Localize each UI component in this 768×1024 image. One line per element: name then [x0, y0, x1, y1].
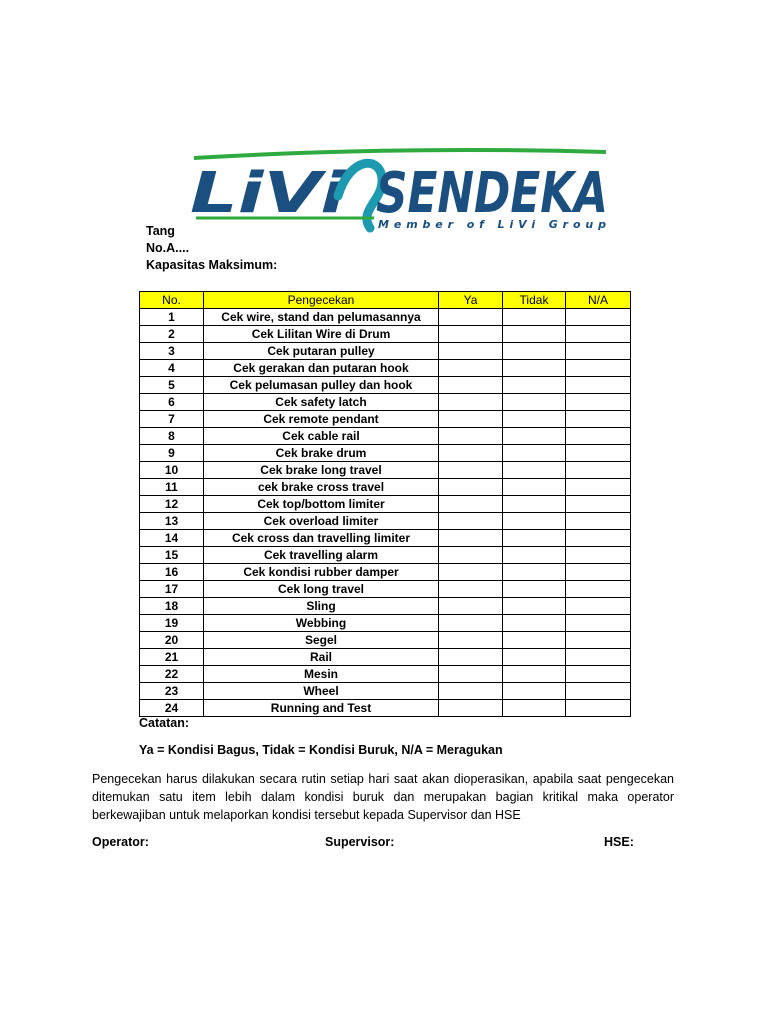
cell-no: 14: [140, 530, 204, 547]
hse-signature-label: HSE:: [604, 835, 634, 849]
legend-text: Ya = Kondisi Bagus, Tidak = Kondisi Buruk, N/A = Meragukan: [139, 743, 503, 757]
cell-ya[interactable]: [439, 360, 503, 377]
cell-item: Running and Test: [204, 700, 439, 717]
cell-na[interactable]: [566, 564, 631, 581]
cell-item: Cek brake long travel: [204, 462, 439, 479]
no-alat-label: No.A....: [146, 241, 190, 255]
cell-tidak[interactable]: [503, 360, 566, 377]
cell-no: 20: [140, 632, 204, 649]
cell-tidak[interactable]: [503, 428, 566, 445]
cell-tidak[interactable]: [503, 496, 566, 513]
cell-tidak[interactable]: [503, 683, 566, 700]
header-fields: [146, 223, 277, 274]
cell-ya[interactable]: [439, 615, 503, 632]
cell-na[interactable]: [566, 360, 631, 377]
cell-na[interactable]: [566, 513, 631, 530]
cell-ya[interactable]: [439, 411, 503, 428]
cell-na[interactable]: [566, 394, 631, 411]
cell-no: 17: [140, 581, 204, 598]
cell-ya[interactable]: [439, 343, 503, 360]
cell-na[interactable]: [566, 666, 631, 683]
cell-tidak[interactable]: [503, 666, 566, 683]
cell-ya[interactable]: [439, 428, 503, 445]
cell-ya[interactable]: [439, 309, 503, 326]
cell-no: 10: [140, 462, 204, 479]
cell-tidak[interactable]: [503, 700, 566, 717]
cell-tidak[interactable]: [503, 462, 566, 479]
cell-tidak[interactable]: [503, 377, 566, 394]
cell-na[interactable]: [566, 649, 631, 666]
cell-tidak[interactable]: [503, 649, 566, 666]
cell-no: 23: [140, 683, 204, 700]
table-row: [140, 513, 631, 530]
table-row: [140, 530, 631, 547]
table-row: [140, 377, 631, 394]
cell-na[interactable]: [566, 445, 631, 462]
cell-item: Webbing: [204, 615, 439, 632]
cell-item: Cek kondisi rubber damper: [204, 564, 439, 581]
cell-na[interactable]: [566, 530, 631, 547]
table-row: [140, 615, 631, 632]
table-row: [140, 394, 631, 411]
cell-ya[interactable]: [439, 326, 503, 343]
logo-swoosh: [194, 150, 606, 158]
cell-tidak[interactable]: [503, 513, 566, 530]
cell-no: 11: [140, 479, 204, 496]
cell-na[interactable]: [566, 309, 631, 326]
cell-no: 2: [140, 326, 204, 343]
cell-tidak[interactable]: [503, 530, 566, 547]
table-row: [140, 632, 631, 649]
cell-item: Cek Lilitan Wire di Drum: [204, 326, 439, 343]
cell-item: cek brake cross travel: [204, 479, 439, 496]
table-row: [140, 445, 631, 462]
cell-ya[interactable]: [439, 445, 503, 462]
cell-na[interactable]: [566, 479, 631, 496]
cell-tidak[interactable]: [503, 547, 566, 564]
table-row: [140, 360, 631, 377]
cell-na[interactable]: [566, 411, 631, 428]
cell-na[interactable]: [566, 700, 631, 717]
cell-item: Cek cross dan travelling limiter: [204, 530, 439, 547]
cell-item: Cek wire, stand dan pelumasannya: [204, 309, 439, 326]
cell-tidak[interactable]: [503, 411, 566, 428]
cell-ya[interactable]: [439, 700, 503, 717]
table-row: [140, 326, 631, 343]
cell-no: 21: [140, 649, 204, 666]
cell-na[interactable]: [566, 343, 631, 360]
cell-tidak[interactable]: [503, 598, 566, 615]
table-row: [140, 496, 631, 513]
livi-sendeka-logo: [188, 148, 612, 234]
table-row: [140, 564, 631, 581]
cell-na[interactable]: [566, 496, 631, 513]
cell-item: Cek overload limiter: [204, 513, 439, 530]
cell-ya[interactable]: [439, 649, 503, 666]
cell-item: Cek remote pendant: [204, 411, 439, 428]
cell-na[interactable]: [566, 377, 631, 394]
table-header-row: [140, 292, 631, 309]
supervisor-signature-label: Supervisor:: [325, 835, 395, 849]
cell-item: Cek top/bottom limiter: [204, 496, 439, 513]
col-tidak: Tidak: [503, 292, 566, 309]
cell-tidak[interactable]: [503, 479, 566, 496]
cell-item: Rail: [204, 649, 439, 666]
cell-no: 22: [140, 666, 204, 683]
cell-no: 1: [140, 309, 204, 326]
cell-no: 4: [140, 360, 204, 377]
col-pengecekan: Pengecekan: [204, 292, 439, 309]
cell-item: Wheel: [204, 683, 439, 700]
logo-brand-right: SENDEKA: [376, 161, 608, 226]
cell-ya[interactable]: [439, 394, 503, 411]
cell-na[interactable]: [566, 462, 631, 479]
table-row: [140, 411, 631, 428]
cell-ya[interactable]: [439, 513, 503, 530]
cell-item: Cek brake drum: [204, 445, 439, 462]
cell-no: 13: [140, 513, 204, 530]
table-row: [140, 700, 631, 717]
cell-item: Cek gerakan dan putaran hook: [204, 360, 439, 377]
cell-no: 9: [140, 445, 204, 462]
table-row: [140, 309, 631, 326]
cell-no: 19: [140, 615, 204, 632]
cell-tidak[interactable]: [503, 615, 566, 632]
cell-ya[interactable]: [439, 564, 503, 581]
cell-no: 15: [140, 547, 204, 564]
cell-item: Cek pelumasan pulley dan hook: [204, 377, 439, 394]
cell-ya[interactable]: [439, 598, 503, 615]
cell-tidak[interactable]: [503, 326, 566, 343]
cell-item: Cek putaran pulley: [204, 343, 439, 360]
cell-item: Sling: [204, 598, 439, 615]
cell-no: 6: [140, 394, 204, 411]
cell-tidak[interactable]: [503, 309, 566, 326]
cell-no: 24: [140, 700, 204, 717]
cell-ya[interactable]: [439, 581, 503, 598]
cell-na[interactable]: [566, 547, 631, 564]
cell-no: 16: [140, 564, 204, 581]
catatan-label: Catatan:: [139, 716, 190, 730]
cell-na[interactable]: [566, 428, 631, 445]
logo-tagline: Member of LiVi Group: [378, 218, 606, 231]
col-no: No.: [140, 292, 204, 309]
cell-item: Cek travelling alarm: [204, 547, 439, 564]
cell-tidak[interactable]: [503, 564, 566, 581]
table-row: [140, 547, 631, 564]
cell-no: 12: [140, 496, 204, 513]
cell-na[interactable]: [566, 326, 631, 343]
cell-ya[interactable]: [439, 530, 503, 547]
cell-ya[interactable]: [439, 683, 503, 700]
table-row: [140, 581, 631, 598]
cell-item: Cek cable rail: [204, 428, 439, 445]
cell-tidak[interactable]: [503, 343, 566, 360]
cell-ya[interactable]: [439, 479, 503, 496]
cell-item: Mesin: [204, 666, 439, 683]
cell-na[interactable]: [566, 615, 631, 632]
col-na: N/A: [566, 292, 631, 309]
tanggal-label: Tang: [146, 224, 175, 238]
cell-ya[interactable]: [439, 462, 503, 479]
cell-ya[interactable]: [439, 632, 503, 649]
cell-ya[interactable]: [439, 547, 503, 564]
logo-brand-left: LiVi: [190, 161, 348, 226]
instruction-paragraph: Pengecekan harus dilakukan secara rutin setiap hari saat akan dioperasikan, apabila saat pengecekan ditemukan satu item lebih dalam kondisi buruk dan merupakan bagian kritikal maka operator berkewajiban untuk melaporkan kondisi tersebut kepada Supervisor dan HSE: [92, 772, 674, 822]
cell-tidak[interactable]: [503, 581, 566, 598]
cell-ya[interactable]: [439, 496, 503, 513]
cell-no: 3: [140, 343, 204, 360]
cell-item: Segel: [204, 632, 439, 649]
operator-signature-label: Operator:: [92, 835, 149, 849]
cell-ya[interactable]: [439, 666, 503, 683]
kapasitas-label: Kapasitas Maksimum:: [146, 258, 278, 272]
cell-tidak[interactable]: [503, 394, 566, 411]
cell-item: Cek safety latch: [204, 394, 439, 411]
cell-no: 18: [140, 598, 204, 615]
cell-na[interactable]: [566, 581, 631, 598]
table-row: [140, 462, 631, 479]
table-row: [140, 428, 631, 445]
cell-no: 7: [140, 411, 204, 428]
cell-tidak[interactable]: [503, 445, 566, 462]
cell-tidak[interactable]: [503, 632, 566, 649]
cell-na[interactable]: [566, 598, 631, 615]
table-row: [140, 683, 631, 700]
cell-na[interactable]: [566, 683, 631, 700]
table-row: [140, 598, 631, 615]
cell-no: 8: [140, 428, 204, 445]
table-row: [140, 649, 631, 666]
table-row: [140, 343, 631, 360]
checklist-table: [139, 291, 631, 717]
cell-na[interactable]: [566, 632, 631, 649]
table-row: [140, 479, 631, 496]
cell-item: Cek long travel: [204, 581, 439, 598]
cell-ya[interactable]: [439, 377, 503, 394]
col-ya: Ya: [439, 292, 503, 309]
table-row: [140, 666, 631, 683]
cell-no: 5: [140, 377, 204, 394]
